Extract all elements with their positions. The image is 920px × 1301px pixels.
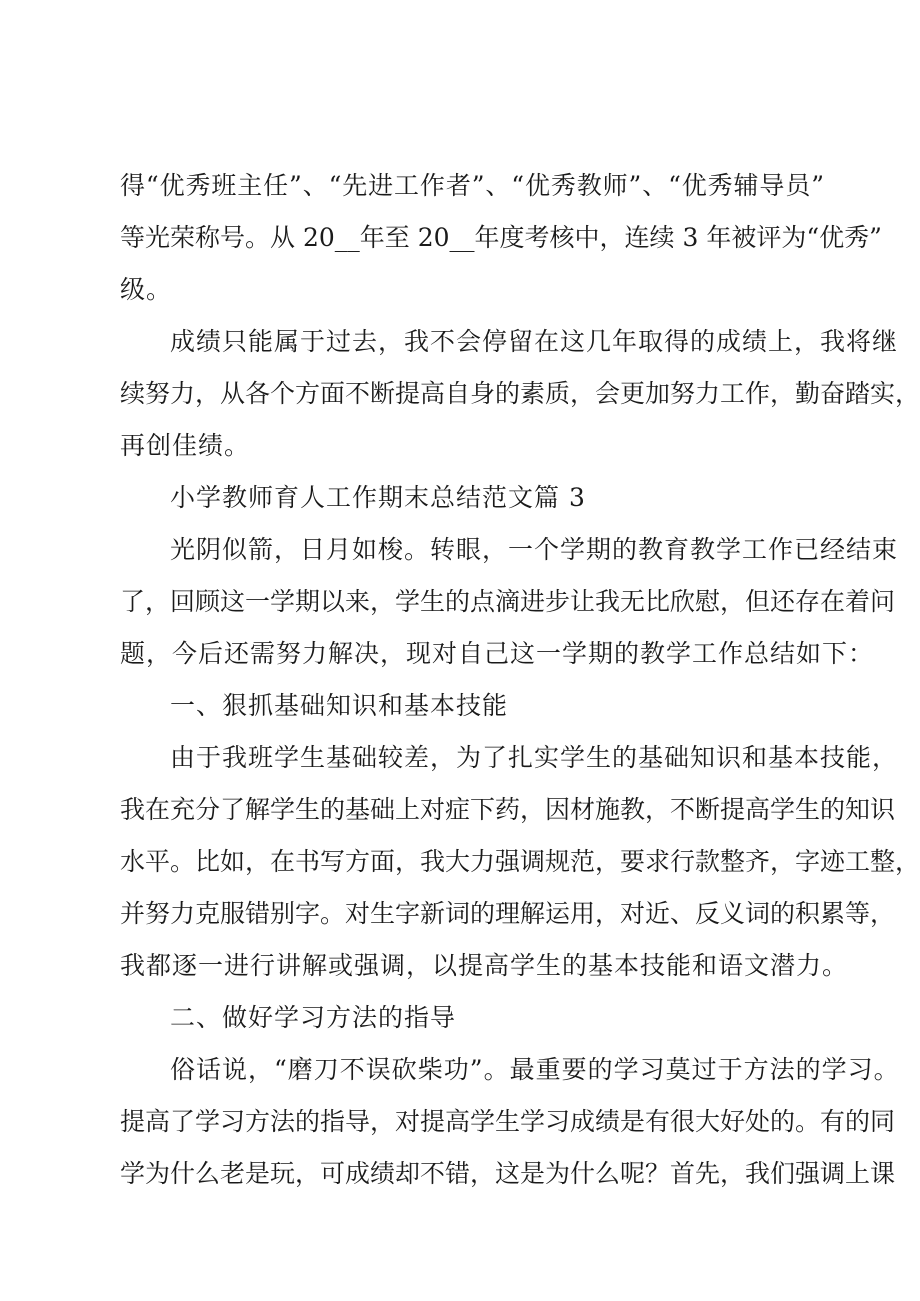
text-line: 续努力，从各个方面不断提高自身的素质，会更加努力工作，勤奋踏实， [120, 379, 920, 408]
text-line: 等光荣称号。从 20__年至 20__年度考核中，连续 3 年被评为“优秀” [120, 223, 882, 252]
text-line: 得“优秀班主任”、“先进工作者”、“优秀教师”、“优秀辅导员” [120, 171, 824, 200]
text-line: 再创佳绩。 [120, 431, 251, 460]
text-line: 学为什么老是玩，可成绩却不错，这是为什么呢？首先，我们强调上课 [120, 1159, 896, 1188]
section-heading: 二、做好学习方法的指导 [170, 1003, 457, 1032]
paragraph-first-line: 成绩只能属于过去，我不会停留在这几年取得的成绩上，我将继 [170, 327, 899, 356]
text-line: 级。 [120, 275, 173, 304]
text-line: 水平。比如，在书写方面，我大力强调规范，要求行款整齐，字迹工整， [120, 847, 920, 876]
paragraph-first-line: 俗话说，“磨刀不误砍柴功”。最重要的学习莫过于方法的学习。 [170, 1055, 900, 1084]
text-line: 并努力克服错别字。对生字新词的理解运用，对近、反义词的积累等， [120, 899, 896, 928]
section-title: 小学教师育人工作期末总结范文篇 3 [170, 483, 586, 512]
section-heading: 一、狠抓基础知识和基本技能 [170, 691, 509, 720]
text-line: 了，回顾这一学期以来，学生的点滴进步让我无比欣慰，但还存在着问 [120, 587, 896, 616]
text-line: 我在充分了解学生的基础上对症下药，因材施教，不断提高学生的知识 [120, 795, 896, 824]
text-line: 我都逐一进行讲解或强调，以提高学生的基本技能和语文潜力。 [120, 951, 849, 980]
text-line: 提高了学习方法的指导，对提高学生学习成绩是有很大好处的。有的同 [120, 1107, 896, 1136]
paragraph-first-line: 由于我班学生基础较差，为了扎实学生的基础知识和基本技能， [170, 743, 899, 772]
text-line: 题，今后还需努力解决，现对自己这一学期的教学工作总结如下： [120, 639, 875, 668]
paragraph-first-line: 光阴似箭，日月如梭。转眼，一个学期的教育教学工作已经结束 [170, 535, 899, 564]
